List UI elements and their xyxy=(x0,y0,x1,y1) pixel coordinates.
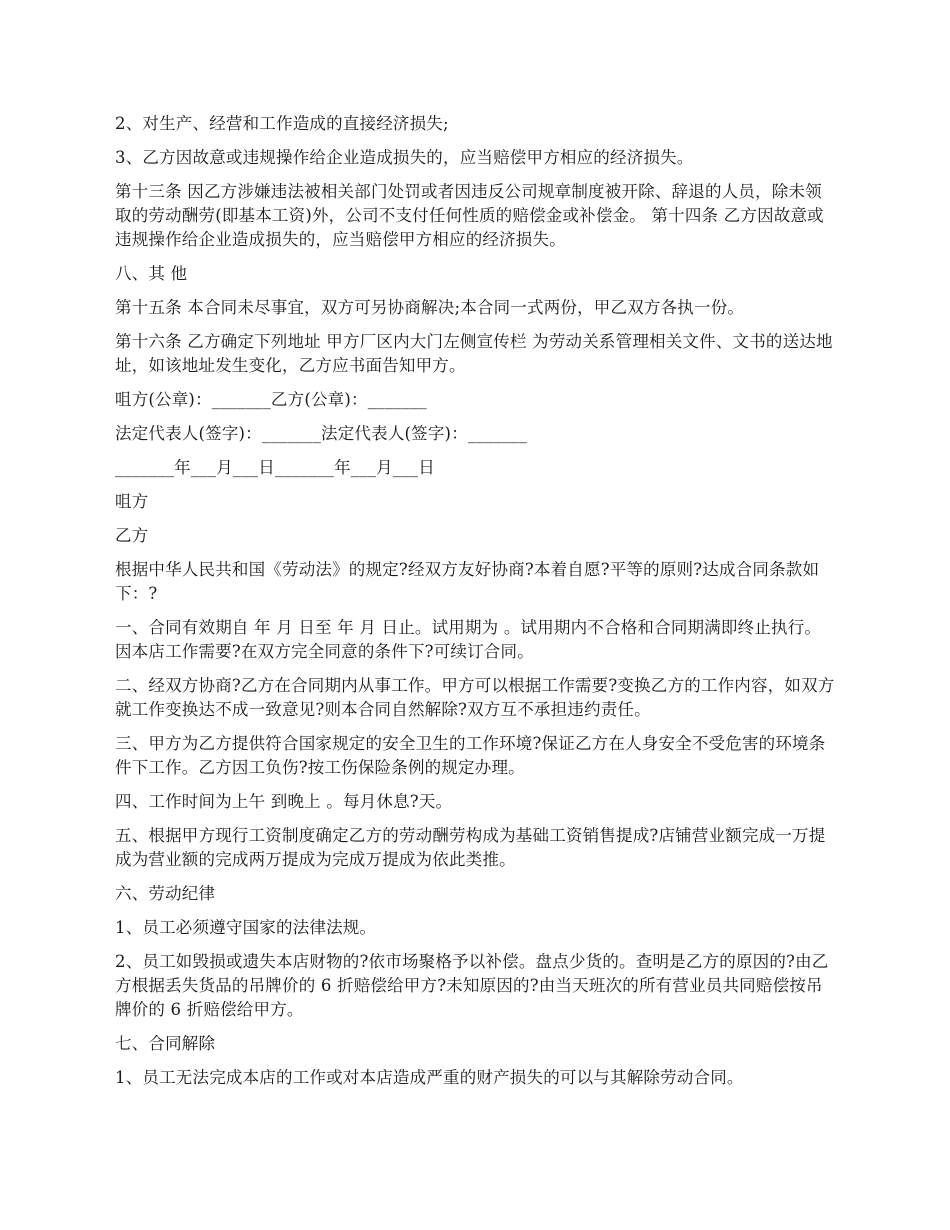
paragraph: 1、员工必须遵守国家的法律法规。 xyxy=(115,918,377,937)
section-heading: 七、合同解除 xyxy=(115,1034,216,1053)
paragraph: 四、工作时间为上午 到晚上 。每月休息?天。 xyxy=(115,792,453,811)
party-label: 咀方 xyxy=(115,492,149,511)
signature-line: 咀方(公章)：_______乙方(公章)：_______ xyxy=(115,390,427,409)
paragraph: 第十五条 本合同未尽事宜，双方可另协商解决;本合同一式两份，甲乙双方各执一份。 xyxy=(115,298,745,317)
signature-line: 法定代表人(签字)：_______法定代表人(签字)：_______ xyxy=(115,424,528,443)
paragraph: 2、对生产、经营和工作造成的直接经济损失; xyxy=(115,114,449,133)
party-label: 乙方 xyxy=(115,526,149,545)
paragraph: 第十三条 因乙方涉嫌违法被相关部门处罚或者因违反公司规章制度被开除、辞退的人员，除未领取的劳动酬劳(即基本工资)外，公司不支付任何性质的赔偿金或补偿金。 第十四条 乙方因故意或违规操作给企业造成损失的，应当赔偿甲方相应的经济损失。 xyxy=(115,182,824,249)
paragraph: 二、经双方协商?乙方在合同期内从事工作。甲方可以根据工作需要?变换乙方的工作内容，如双方就工作变换达不成一致意见?则本合同自然解除?双方互不承担违约责任。 xyxy=(115,676,835,719)
date-line: _______年___月___日_______年___月___日 xyxy=(115,458,435,477)
paragraph: 1、员工无法完成本店的工作或对本店造成严重的财产损失的可以与其解除劳动合同。 xyxy=(115,1068,744,1087)
paragraph: 3、乙方因故意或违规操作给企业造成损失的，应当赔偿甲方相应的经济损失。 xyxy=(115,148,694,167)
paragraph: 三、甲方为乙方提供符合国家规定的安全卫生的工作环境?保证乙方在人身安全不受危害的环境条件下工作。乙方因工负伤?按工伤保险条例的规定办理。 xyxy=(115,734,826,777)
document-body xyxy=(115,112,835,1100)
section-heading: 八、其 他 xyxy=(115,264,188,283)
paragraph: 一、合同有效期自 年 月 日至 年 月 日止。试用期为 。试用期内不合格和合同期满即终止执行。因本店工作需要?在双方完全同意的条件下?可续订合同。 xyxy=(115,618,822,661)
paragraph: 第十六条 乙方确定下列地址 甲方厂区内大门左侧宣传栏 为劳动关系管理相关文件、文书的送达地址，如该地址发生变化，乙方应书面告知甲方。 xyxy=(115,332,833,375)
paragraph: 五、根据甲方现行工资制度确定乙方的劳动酬劳构成为基础工资销售提成?店铺营业额完成一万提成为营业额的完成两万提成为完成万提成为依此类推。 xyxy=(115,826,826,869)
section-heading: 六、劳动纪律 xyxy=(115,884,216,903)
paragraph: 2、员工如毁损或遗失本店财物的?依市场聚格予以补偿。盘点少货的。查明是乙方的原因的?由乙方根据丢失货品的吊牌价的 6 折赔偿给甲方?未知原因的?由当天班次的所有营业员共同赔偿按吊牌价的 6 折赔偿给甲方。 xyxy=(115,952,829,1019)
paragraph: 根据中华人民共和国《劳动法》的规定?经双方友好协商?本着自愿?平等的原则?达成合同条款如下：? xyxy=(115,560,820,603)
